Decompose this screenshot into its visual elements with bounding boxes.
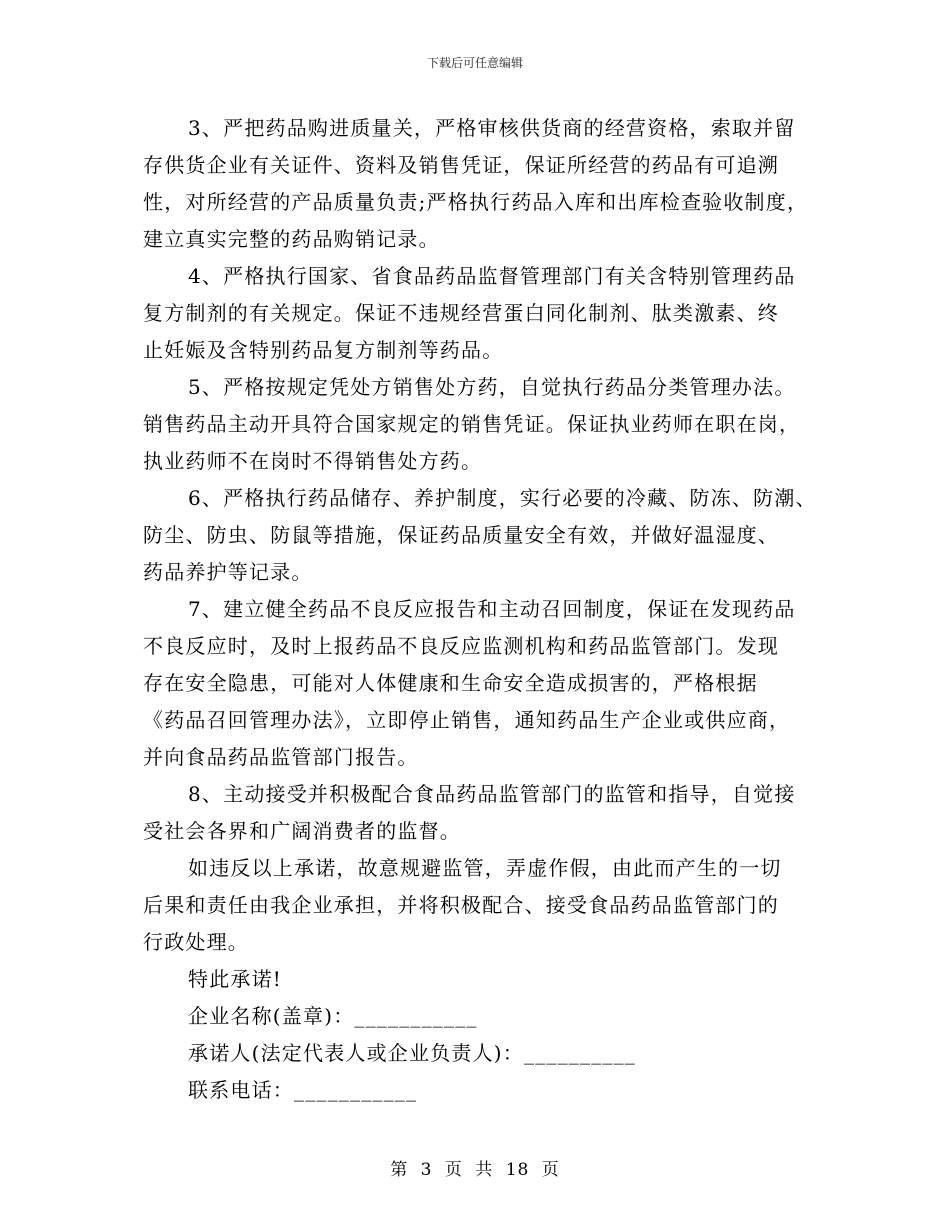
paragraph-line: 7、建立健全药品不良反应报告和主动召回制度，保证在发现药品 [188, 597, 796, 621]
paragraph-line: 不良反应时，及时上报药品不良反应监测机构和药品监管部门。发现 [143, 634, 779, 658]
paragraph-line: 销售药品主动开具符合国家规定的销售凭证。保证执业药师在职在岗， [143, 412, 801, 436]
paragraph-line: 8、主动接受并积极配合食品药品监管部门的监管和指导，自觉接 [188, 782, 796, 806]
paragraph-line: 4、严格执行国家、省食品药品监督管理部门有关含特别管理药品 [188, 264, 796, 288]
footer-di: 第 [390, 1160, 409, 1180]
signatory-field: 承诺人(法定代表人或企业负责人)：__________ [188, 1041, 637, 1065]
paragraph-line: 药品养护等记录。 [143, 560, 313, 584]
current-page-number: 3 [420, 1160, 433, 1180]
paragraph-line: 性，对所经营的产品质量负责;严格执行药品入库和出库检查验收制度， [143, 190, 809, 214]
page-header: 下载后可任意编辑 [426, 56, 523, 70]
paragraph-line: 止妊娠及含特别药品复方制剂等药品。 [143, 338, 504, 362]
paragraph-line: 3、严把药品购进质量关，严格审核供货商的经营资格，索取并留 [188, 116, 796, 140]
paragraph-line: 执业药师不在岗时不得销售处方药。 [143, 449, 483, 473]
paragraph-line: 5、严格按规定凭处方销售处方药，自觉执行药品分类管理办法。 [188, 375, 796, 399]
closing-statement: 特此承诺! [188, 967, 283, 991]
paragraph-line: 《药品召回管理办法》，立即停止销售，通知药品生产企业或供应商， [143, 708, 791, 732]
company-name-field: 企业名称(盖章)：___________ [188, 1004, 478, 1028]
paragraph-line: 后果和责任由我企业承担，并将积极配合、接受食品药品监管部门的 [143, 893, 779, 917]
paragraph-line: 行政处理。 [143, 930, 249, 954]
footer-ye-end: 页 [541, 1160, 560, 1180]
footer-gong: 共 [475, 1160, 494, 1180]
paragraph-line: 存在安全隐患，可能对人体健康和生命安全造成损害的，严格根据 [143, 671, 758, 695]
paragraph-line: 防尘、防虫、防鼠等措施，保证药品质量安全有效，并做好温湿度、 [143, 523, 779, 547]
paragraph-line: 复方制剂的有关规定。保证不违规经营蛋白同化制剂、肽类激素、终 [143, 301, 779, 325]
paragraph-line: 并向食品药品监管部门报告。 [143, 745, 419, 769]
paragraph-line: 6、严格执行药品储存、养护制度，实行必要的冷藏、防冻、防潮、 [188, 486, 817, 510]
paragraph-line: 受社会各界和广阔消费者的监督。 [143, 819, 461, 843]
total-page-count: 18 [505, 1160, 530, 1180]
paragraph-line: 建立真实完整的药品购销记录。 [143, 227, 440, 251]
paragraph-line: 如违反以上承诺，故意规避监管，弄虚作假，由此而产生的一切 [188, 856, 782, 880]
paragraph-line: 存供货企业有关证件、资料及销售凭证，保证所经营的药品有可追溯 [143, 153, 779, 177]
phone-field: 联系电话：___________ [188, 1078, 418, 1102]
footer-ye: 页 [444, 1160, 463, 1180]
page-footer [0, 1155, 950, 1180]
